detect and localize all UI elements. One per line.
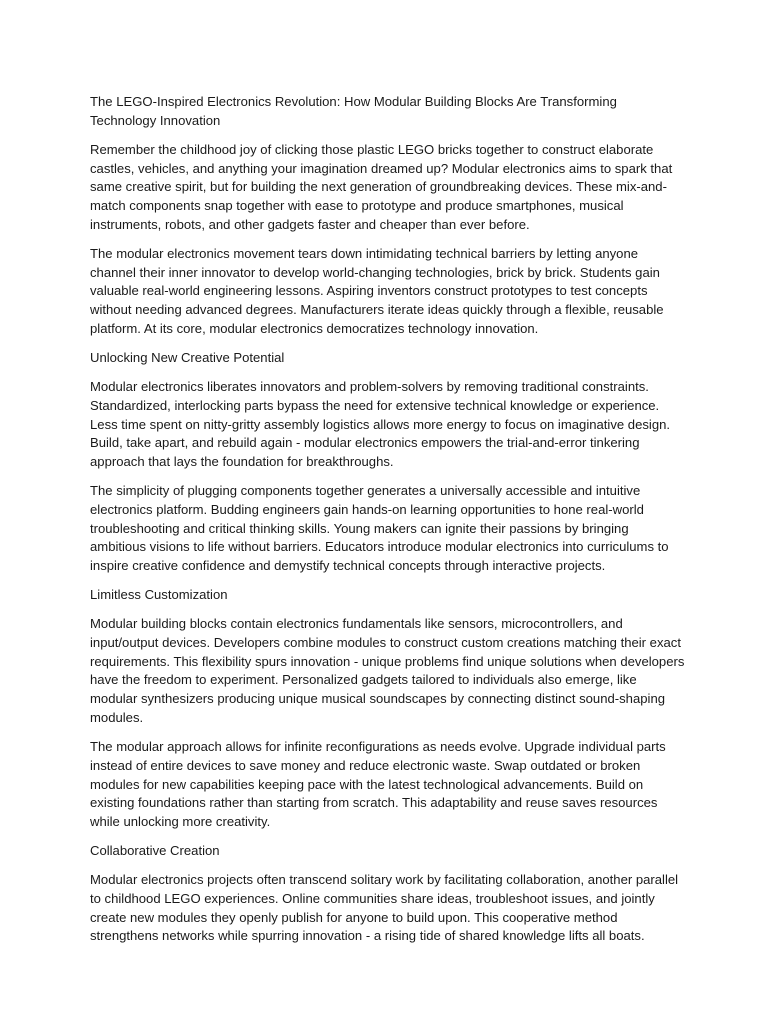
intro-paragraph-2: The modular electronics movement tears down intimidating technical barriers by letting anyone channel their inner innovator to develop world-changing technologies, brick by brick. Students gain valuable real-world engineering lessons. Aspiring inventors construct prototypes to test concepts without needing advanced degrees. Manufacturers iterate ideas quickly through a flexible, reusable platform. At its core, modular electronics democratizes technology innovation. [90,245,664,336]
customization-paragraph-1: Modular building blocks contain electronics fundamentals like sensors, microcontrollers, and input/output devices. Developers combine modules to construct custom creations matching their exact requirements. This flexibility spurs innovation - unique problems find unique solutions when developers have the freedom to experiment. Personalized gadgets tailored to individuals also emerge, like modular synthesizers producing unique musical soundscapes by connecting distinct sound-shaping modules. [90,616,685,725]
document-page [90,93,686,957]
section-heading-customization: Limitless Customization [90,587,228,603]
section-heading-collaborative: Collaborative Creation [90,843,220,859]
section-heading-creative-potential: Unlocking New Creative Potential [90,349,285,365]
document-title: The LEGO-Inspired Electronics Revolution: How Modular Building Blocks Are Transforming Technology Innovation [90,94,617,128]
creative-potential-paragraph-2: The simplicity of plugging components together generates a universally accessible and intuitive electronics platform. Budding engineers gain hands-on learning opportunities to hone real-world troubleshooting and critical thinking skills. Young makers can ignite their passions by bringing ambitious visions to life without barriers. Educators introduce modular electronics into curriculums to inspire creative confidence and demystify technical concepts through interactive projects. [90,483,669,573]
customization-paragraph-2: The modular approach allows for infinite reconfigurations as needs evolve. Upgrade individual parts instead of entire devices to save money and reduce electronic waste. Swap outdated or broken modules for new capabilities keeping pace with the latest technological advancements. Build on existing foundations rather than starting from scratch. This adaptability and reuse saves resources while unlocking more creativity. [90,739,666,829]
collaborative-paragraph-1: Modular electronics projects often transcend solitary work by facilitating collaboration, another parallel to childhood LEGO experiences. Online communities share ideas, troubleshoot issues, and jointly create new modules they openly publish for anyone to build upon. This cooperative method strengthens networks while spurring innovation - a rising tide of shared knowledge lifts all boats. [90,872,679,944]
creative-potential-paragraph-1: Modular electronics liberates innovators and problem-solvers by removing traditional constraints. Standardized, interlocking parts bypass the need for extensive technical knowledge or experience. Less time spent on nitty-gritty assembly logistics allows more energy to focus on imaginative design. Build, take apart, and rebuild again - modular electronics empowers the trial-and-error tinkering approach that lays the foundation for breakthroughs. [90,379,671,469]
intro-paragraph-1: Remember the childhood joy of clicking those plastic LEGO bricks together to construct elaborate castles, vehicles, and anything your imagination dreamed up? Modular electronics aims to spark that same creative spirit, but for building the next generation of groundbreaking devices. These mix-and-match components snap together with ease to prototype and produce smartphones, musical instruments, robots, and other gadgets faster and cheaper than ever before. [90,141,673,232]
